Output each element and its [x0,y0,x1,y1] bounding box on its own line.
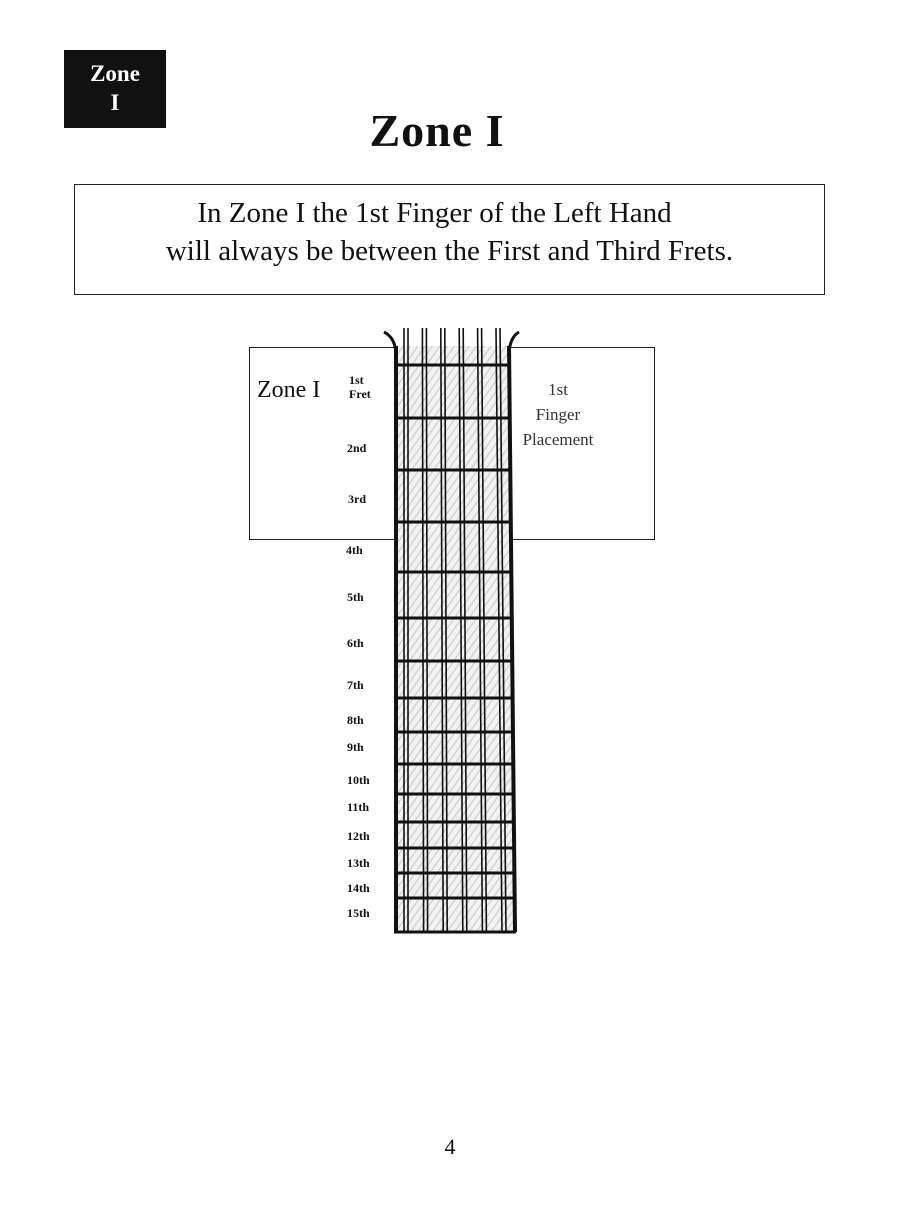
fret-label-1st-num: 1st [349,373,364,387]
fret-label: 4th [346,543,363,557]
fret-label: 12th [347,829,370,843]
fret-label: 10th [347,773,370,787]
fret-label: 9th [347,740,364,754]
zone-tab-word: Zone [90,61,140,86]
fret-label: 15th [347,906,370,920]
fret-label: 7th [347,678,364,692]
placement-line-1: 1st [548,380,568,399]
fret-label: 8th [347,713,364,727]
zone-label: Zone I [257,377,321,403]
intro-line-2: will always be between the First and Third Frets. [165,235,734,267]
fretboard-diagram [382,326,522,936]
placement-line-3: Placement [522,430,594,449]
fret-label: 3rd [348,492,366,506]
fret-label: 13th [347,856,370,870]
zone-tab-numeral: I [110,90,120,115]
fret-label: 14th [347,881,370,895]
placement-line-2: Finger [535,405,581,424]
page-title: Zone I [369,105,505,156]
finger-placement-label [510,377,606,452]
fret-label: 6th [347,636,364,650]
page-number: 4 [444,1134,456,1159]
fret-label-1st-word: Fret [349,387,371,401]
fret-label: 5th [347,590,364,604]
intro-line-1: In Zone I the 1st Finger of the Left Hand [197,197,672,229]
fret-label: 2nd [347,441,367,455]
fret-label-1st [349,373,371,401]
fret-label: 11th [347,800,370,814]
intro-box [74,184,825,295]
